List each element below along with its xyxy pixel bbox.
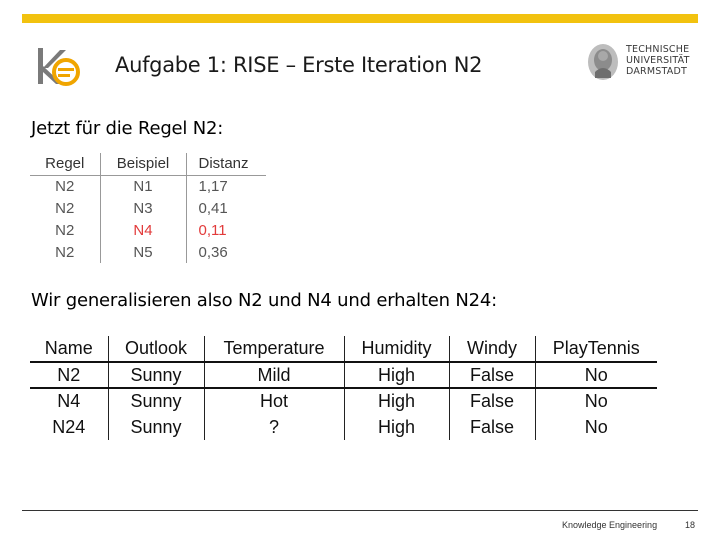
generalization-table	[30, 336, 657, 440]
table-cell: ?	[204, 414, 344, 440]
table-cell: No	[584, 416, 608, 437]
header-cell: Distanz	[186, 153, 266, 175]
slide-title: Aufgabe 1: RISE – Erste Iteration N2	[115, 53, 483, 77]
table-cell: N2	[30, 241, 100, 263]
university-name	[626, 44, 690, 77]
table-cell: False	[449, 362, 535, 388]
table-cell: N1	[100, 175, 186, 197]
table-cell: High	[344, 362, 449, 388]
table-row-highlighted	[30, 219, 266, 241]
footer-divider	[22, 510, 698, 511]
table-row	[30, 414, 657, 440]
athena-seal-icon	[586, 42, 620, 82]
table-header-row	[30, 153, 266, 175]
header-cell: PlayTennis	[535, 336, 657, 362]
table-cell: Sunny	[108, 414, 204, 440]
header-cell: Beispiel	[100, 153, 186, 175]
table-cell: False	[449, 388, 535, 414]
table-cell: N4	[30, 388, 108, 414]
table-cell: High	[344, 414, 449, 440]
table-cell: 0,41	[198, 199, 228, 217]
table-cell: N5	[100, 241, 186, 263]
university-line: UNIVERSITÄT	[626, 55, 690, 66]
table-row	[30, 197, 266, 219]
table-cell: N2	[30, 362, 108, 388]
distance-table	[30, 153, 266, 263]
table-cell: Sunny	[108, 362, 204, 388]
footer-label: Knowledge Engineering	[562, 520, 658, 530]
table-header-row	[30, 336, 657, 362]
table-cell: N24	[30, 414, 108, 440]
table-cell: N2	[30, 219, 100, 241]
table-row	[30, 362, 657, 388]
table-cell: Mild	[204, 362, 344, 388]
university-line: TECHNISCHE	[626, 44, 690, 55]
header-cell: Outlook	[108, 336, 204, 362]
table-row	[30, 175, 266, 197]
university-line: DARMSTADT	[626, 66, 687, 77]
header-cell: Humidity	[344, 336, 449, 362]
table-cell: False	[449, 414, 535, 440]
knowledge-engineering-logo	[36, 46, 82, 86]
section1-text: Jetzt für die Regel N2:	[31, 118, 224, 139]
page-number: 18	[685, 520, 696, 530]
table-cell-highlighted: N4	[100, 219, 186, 241]
table-cell: 0,36	[198, 243, 228, 261]
header-cell: Name	[30, 336, 108, 362]
table-cell: N2	[30, 197, 100, 219]
table-row	[30, 388, 657, 414]
table-cell-highlighted: 0,11	[198, 221, 227, 239]
table-cell: Hot	[204, 388, 344, 414]
table-row	[30, 241, 266, 263]
table-cell: N3	[100, 197, 186, 219]
table-cell: 1,17	[198, 177, 228, 195]
header-cell: Regel	[30, 153, 100, 175]
table-cell: N2	[30, 175, 100, 197]
top-accent-bar	[22, 14, 698, 23]
header-cell: Windy	[449, 336, 535, 362]
table-cell: No	[535, 362, 657, 388]
table-cell: Sunny	[108, 388, 204, 414]
table-cell: High	[344, 388, 449, 414]
table-cell: No	[584, 391, 608, 411]
header-cell: Temperature	[204, 336, 344, 362]
section2-text: Wir generalisieren also N2 und N4 und erhalten N24:	[31, 290, 498, 311]
university-logo	[586, 42, 704, 88]
